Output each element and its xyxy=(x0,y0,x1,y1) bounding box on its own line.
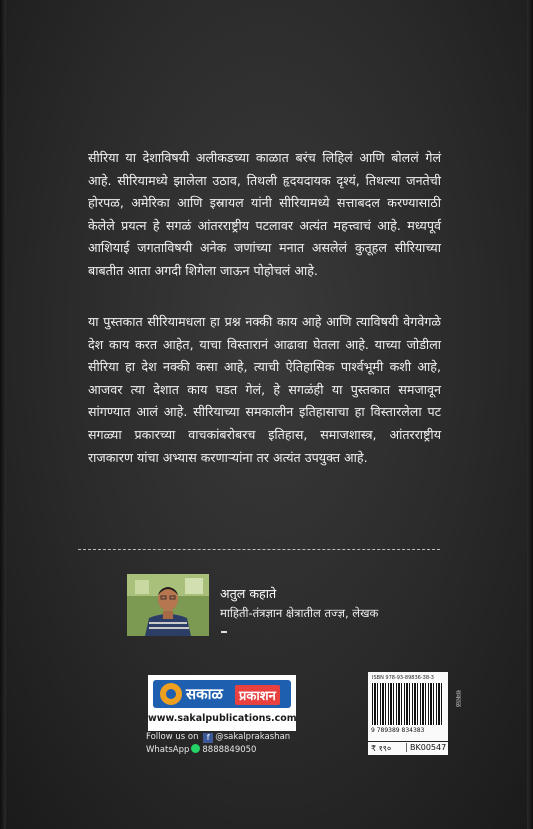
section-divider xyxy=(78,549,440,550)
publisher-name-part2: प्रकाशन xyxy=(235,685,280,705)
author-dash xyxy=(221,631,227,633)
author-name: अतुल कहाते xyxy=(220,586,277,601)
blurb-paragraph-1: सीरिया या देशाविषयी अलीकडच्या काळात बरंच लिहिलं आणि बोललं गेलं आहे. सीरियामध्ये झालेला उठाव, तिथली हृदयदायक दृश्यं, तिथल्या जनतेची होरपळ, अमेरिका आणि इस्रायल यांनी सीरियामध्ये सत्ताबदल करण्यासाठी केलेले प्रयत्न हे सगळं आंतरराष्ट्रीय पटलावर अत्यंत महत्त्वाचं आहे. मध्यपूर्व आशियाई जगताविषयी अनेक जणांच्या मनात असलेलं कुतूहल सीरियाच्या बाबतीत आता अगदी शिगेला जाऊन पोहोचलं आहे. xyxy=(88,150,441,278)
whatsapp-label: WhatsApp xyxy=(146,745,190,755)
spine-note: सकाळ xyxy=(454,690,462,708)
isbn-barcode xyxy=(368,672,448,741)
author-description: माहिती-तंत्रज्ञान क्षेत्रातील तज्ज्ञ, लेखक xyxy=(220,606,379,620)
whatsapp-icon xyxy=(191,744,200,753)
price: ₹ १९० xyxy=(371,744,392,753)
book-code: BK00547 xyxy=(406,743,446,752)
barcode-number: 9 789389 834383 xyxy=(371,727,425,734)
publisher-emblem-icon xyxy=(160,683,182,705)
barcode-bars-icon xyxy=(372,683,444,725)
publisher-url: www.sakalpublications.com xyxy=(148,713,297,724)
isbn-label: ISBN 978-93-89836-38-3 xyxy=(372,675,434,681)
publisher-name-part1: सकाळ xyxy=(186,685,223,703)
author-photo xyxy=(127,574,209,636)
facebook-handle: @sakalprakashan xyxy=(215,732,291,742)
social-follow xyxy=(146,732,290,743)
whatsapp-number: 8888849050 xyxy=(202,745,257,755)
social-whatsapp xyxy=(146,744,256,755)
publisher-logo-bar xyxy=(153,680,291,708)
follow-label: Follow us on xyxy=(146,732,199,742)
facebook-icon: f xyxy=(203,733,213,743)
blurb-paragraph-2: या पुस्तकात सीरियामधला हा प्रश्न नक्की काय आहे आणि त्याविषयी वेगवेगळे देश काय करत आहेत, याचा विस्तारानं आढावा घेतला आहे. याच्या जोडीला सीरिया हा देश नक्की कसा आहे, त्याची ऐतिहासिक पार्श्वभूमी कशी आहे, आजवर त्या देशात काय घडत गेलं, हे सगळंही या पुस्तकात समजावून सांगण्यात आलं आहे. सीरियाच्या समकालीन इतिहासाचा हा विस्तारलेला पट सगळ्या प्रकारच्या वाचकांबरोबरच इतिहास, समाजशास्त्र, आंतरराष्ट्रीय राजकारण यांचा अभ्यास करणाऱ्यांना तर अत्यंत उपयुक्त आहे. xyxy=(88,314,441,465)
cover-edge-left xyxy=(0,0,6,829)
publisher-logo xyxy=(148,675,296,731)
price-box xyxy=(368,742,448,755)
cover-edge-right xyxy=(527,0,533,829)
author-portrait-icon xyxy=(127,574,209,636)
